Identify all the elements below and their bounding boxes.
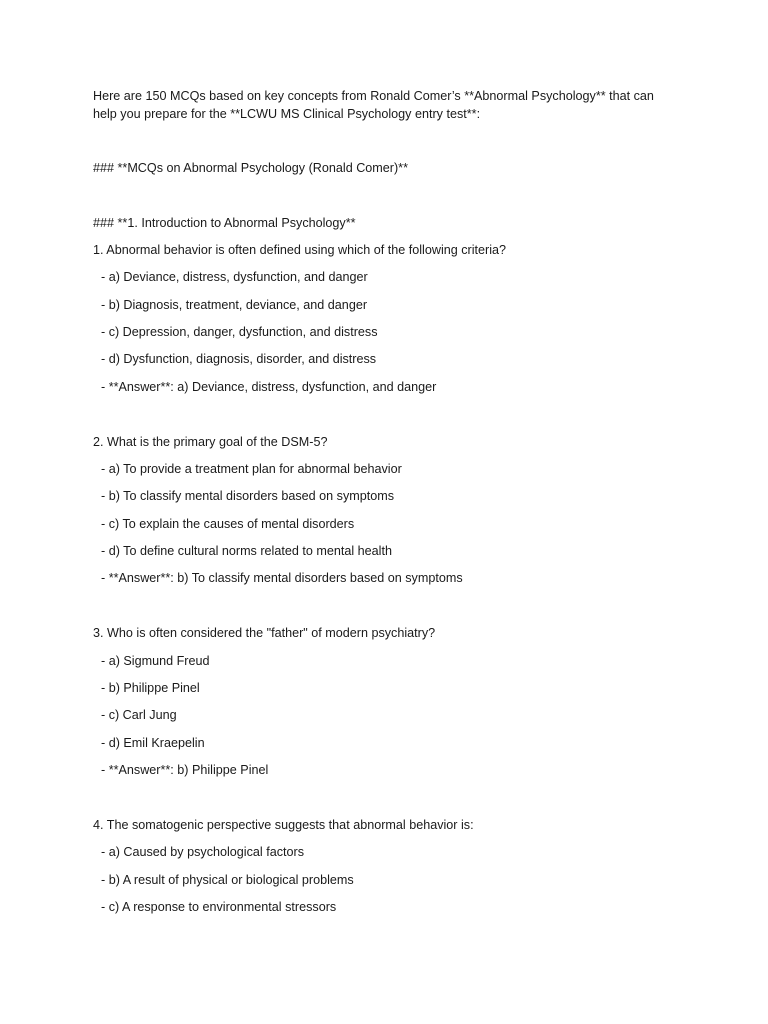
question-3-answer: - **Answer**: b) Philippe Pinel: [101, 763, 269, 777]
question-2-option-a: - a) To provide a treatment plan for abnormal behavior: [101, 462, 402, 476]
intro-line-1: Here are 150 MCQs based on key concepts from Ronald Comer’s **Abnormal Psychology** that can: [93, 89, 654, 103]
section-heading: ### **1. Introduction to Abnormal Psychology**: [93, 216, 356, 230]
question-3-option-c: - c) Carl Jung: [101, 708, 177, 722]
question-2-option-d: - d) To define cultural norms related to mental health: [101, 544, 392, 558]
question-1-stem: 1. Abnormal behavior is often defined using which of the following criteria?: [93, 243, 507, 257]
question-1-option-c: - c) Depression, danger, dysfunction, and distress: [101, 325, 378, 339]
question-2-answer: - **Answer**: b) To classify mental disorders based on symptoms: [101, 571, 463, 585]
main-heading: ### **MCQs on Abnormal Psychology (Ronald Comer)**: [93, 161, 408, 175]
question-2-option-c: - c) To explain the causes of mental disorders: [101, 517, 355, 531]
question-3-option-a: - a) Sigmund Freud: [101, 654, 210, 668]
question-3-option-d: - d) Emil Kraepelin: [101, 736, 205, 750]
question-1-answer: - **Answer**: a) Deviance, distress, dysfunction, and danger: [101, 380, 437, 394]
question-2-option-b: - b) To classify mental disorders based on symptoms: [101, 489, 395, 503]
question-3-option-b: - b) Philippe Pinel: [101, 681, 200, 695]
question-1-option-a: - a) Deviance, distress, dysfunction, and danger: [101, 270, 368, 284]
question-4-option-c: - c) A response to environmental stressors: [101, 900, 337, 914]
question-1-option-d: - d) Dysfunction, diagnosis, disorder, and distress: [101, 352, 377, 366]
intro-line-2: help you prepare for the **LCWU MS Clinical Psychology entry test**:: [93, 107, 481, 121]
question-4-option-a: - a) Caused by psychological factors: [101, 845, 304, 859]
question-3-stem: 3. Who is often considered the "father" of modern psychiatry?: [93, 626, 436, 640]
question-4-stem: 4. The somatogenic perspective suggests that abnormal behavior is:: [93, 818, 474, 832]
question-4-option-b: - b) A result of physical or biological problems: [101, 873, 354, 887]
question-2-stem: 2. What is the primary goal of the DSM-5?: [93, 435, 328, 449]
question-1-option-b: - b) Diagnosis, treatment, deviance, and danger: [101, 298, 368, 312]
